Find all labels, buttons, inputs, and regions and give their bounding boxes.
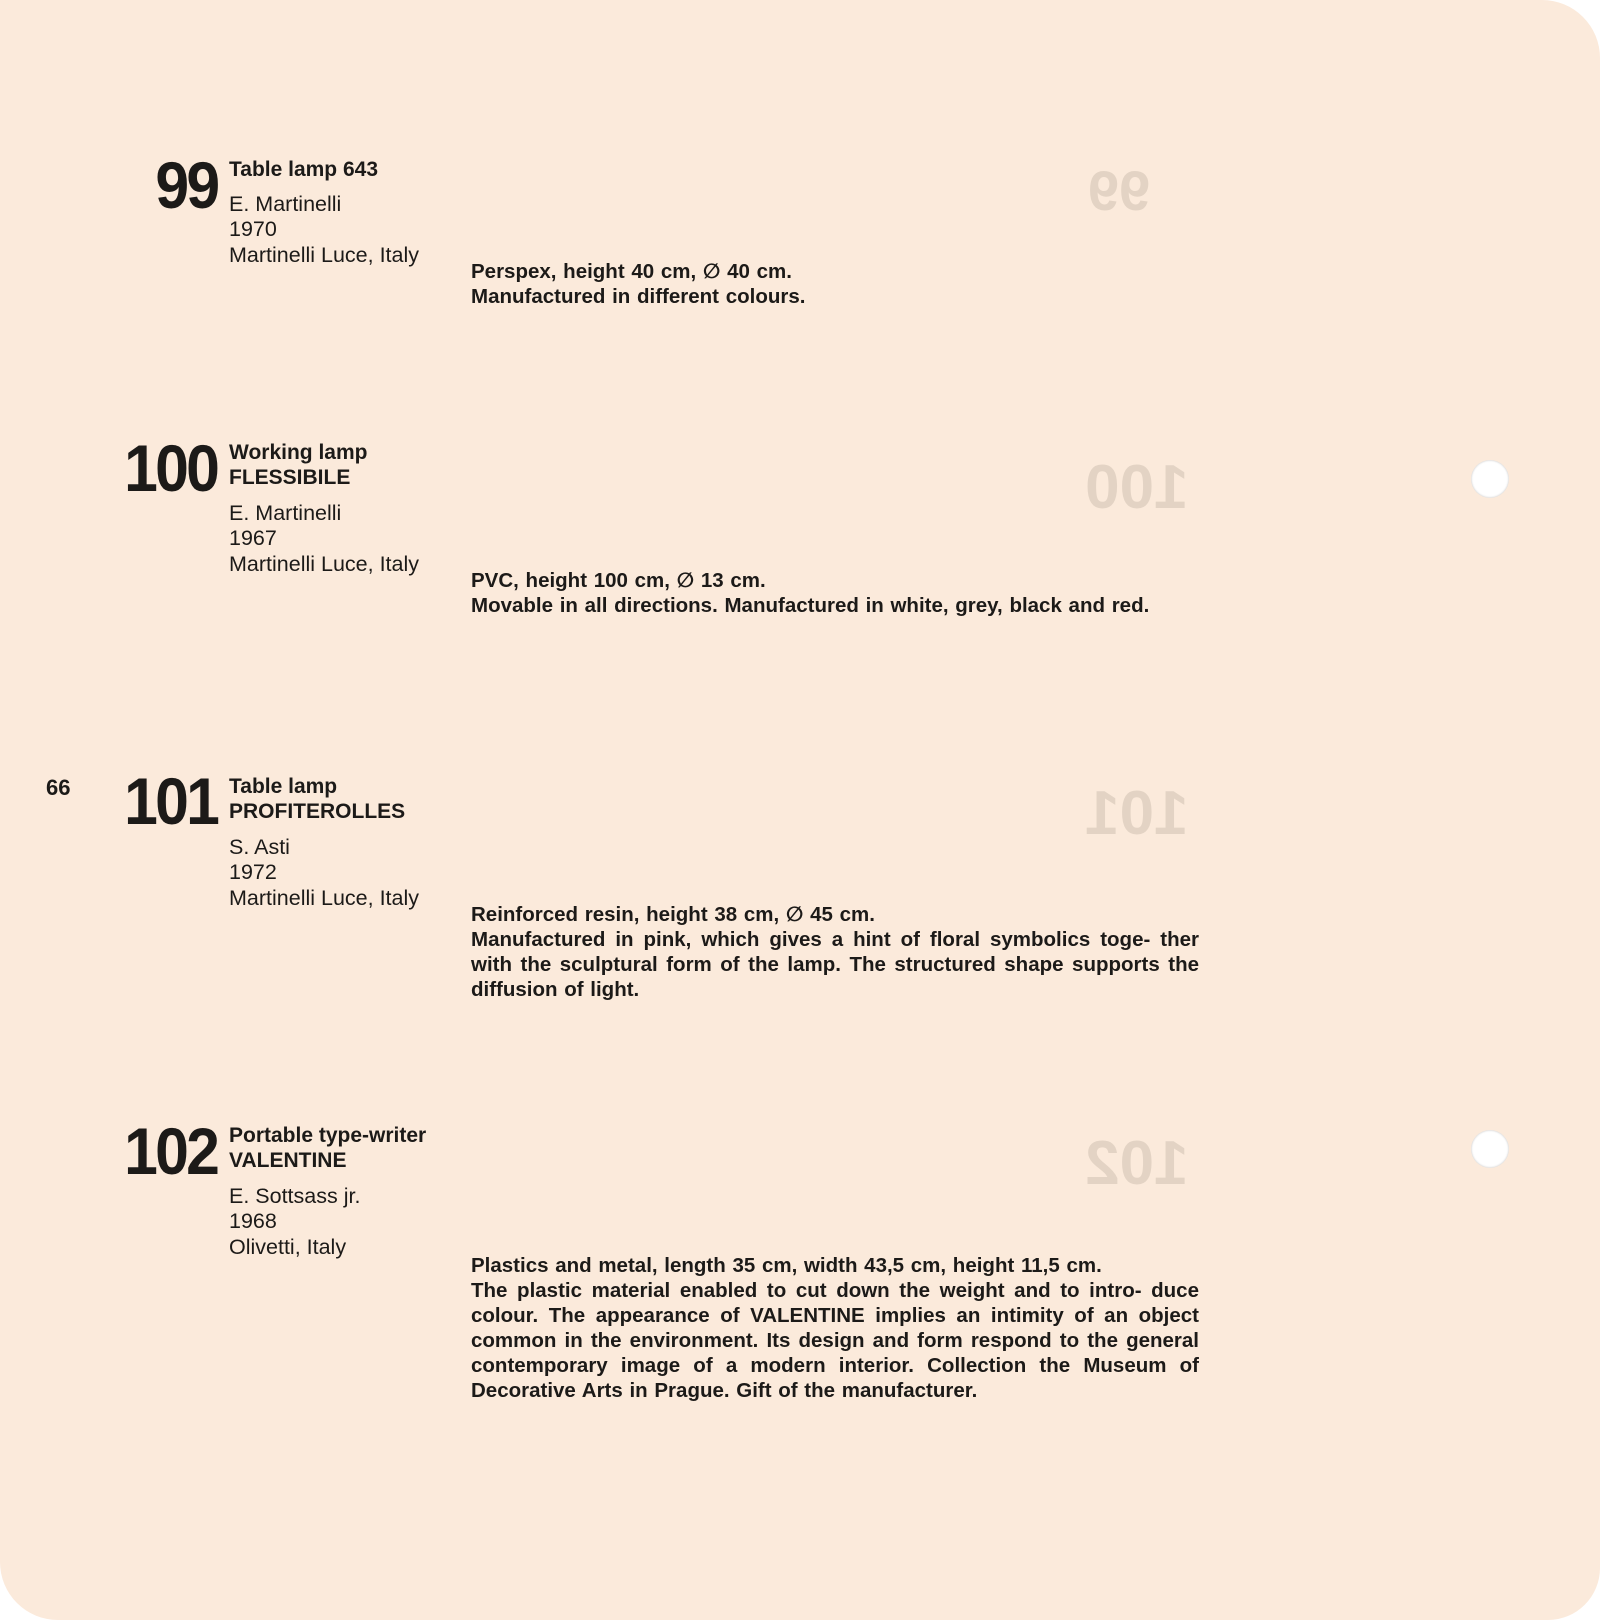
show-through-number-101: 101: [1085, 779, 1189, 848]
entry-designer: S. Asti: [229, 835, 290, 859]
entry-subtitle: VALENTINE: [229, 1149, 347, 1172]
entry-designer: E. Martinelli: [229, 501, 342, 525]
show-through-number-100: 100: [1085, 453, 1189, 522]
description-material: Perspex, height 40 cm, ∅ 40 cm.: [471, 260, 792, 283]
entry-year: 1968: [229, 1209, 277, 1233]
description-material: PVC, height 100 cm, ∅ 13 cm.: [471, 569, 766, 592]
entry-title: Table lamp 643: [229, 158, 379, 181]
binder-hole-bottom: [1471, 1130, 1509, 1168]
entry-number: 102: [123, 1114, 217, 1188]
entry-subtitle: FLESSIBILE: [229, 466, 351, 489]
description-text: Manufactured in pink, which gives a hint of floral symbolics toge- ther with the sculptural form of the lamp. The structured shape supports the diffusion of light.: [471, 928, 1199, 1001]
entry-title: Portable type-writer: [229, 1124, 427, 1147]
entry-number: 99: [154, 148, 217, 222]
entry-description: [471, 259, 1199, 309]
entry-subtitle: PROFITEROLLES: [229, 800, 406, 823]
entry-title: Working lamp: [229, 441, 368, 464]
entry-title: Table lamp: [229, 775, 338, 798]
description-text: Manufactured in different colours.: [471, 285, 806, 308]
entry-number: 101: [123, 764, 217, 838]
entry-year: 1967: [229, 526, 277, 550]
entry-description: [471, 902, 1199, 1002]
description-text: Movable in all directions. Manufactured in white, grey, black and red.: [471, 594, 1150, 617]
entry-number: 100: [123, 431, 217, 505]
entry-designer: E. Sottsass jr.: [229, 1184, 361, 1208]
description-material: Reinforced resin, height 38 cm, ∅ 45 cm.: [471, 903, 875, 926]
show-through-number-102: 102: [1085, 1129, 1189, 1198]
entry-description: [471, 568, 1199, 618]
entry-manufacturer: Olivetti, Italy: [229, 1235, 347, 1259]
entry-year: 1972: [229, 860, 277, 884]
show-through-number-99: 99: [1088, 159, 1151, 222]
entry-description: [471, 1253, 1199, 1403]
entry-manufacturer: Martinelli Luce, Italy: [229, 552, 419, 576]
binder-hole-top: [1471, 460, 1509, 498]
entry-year: 1970: [229, 217, 277, 241]
description-text: The plastic material enabled to cut down the weight and to intro- duce colour. The appearance of VALENTINE implies an intimity of an object common in the environment. Its design and form respond to the general contemporary image of a modern interior. Collection the Museum of Decorative Arts in Prague. Gift of the manufacturer.: [471, 1279, 1199, 1402]
description-material: Plastics and metal, length 35 cm, width 43,5 cm, height 11,5 cm.: [471, 1254, 1102, 1277]
entry-designer: E. Martinelli: [229, 192, 342, 216]
entry-manufacturer: Martinelli Luce, Italy: [229, 886, 419, 910]
page-number: 66: [46, 775, 71, 800]
entry-manufacturer: Martinelli Luce, Italy: [229, 243, 419, 267]
